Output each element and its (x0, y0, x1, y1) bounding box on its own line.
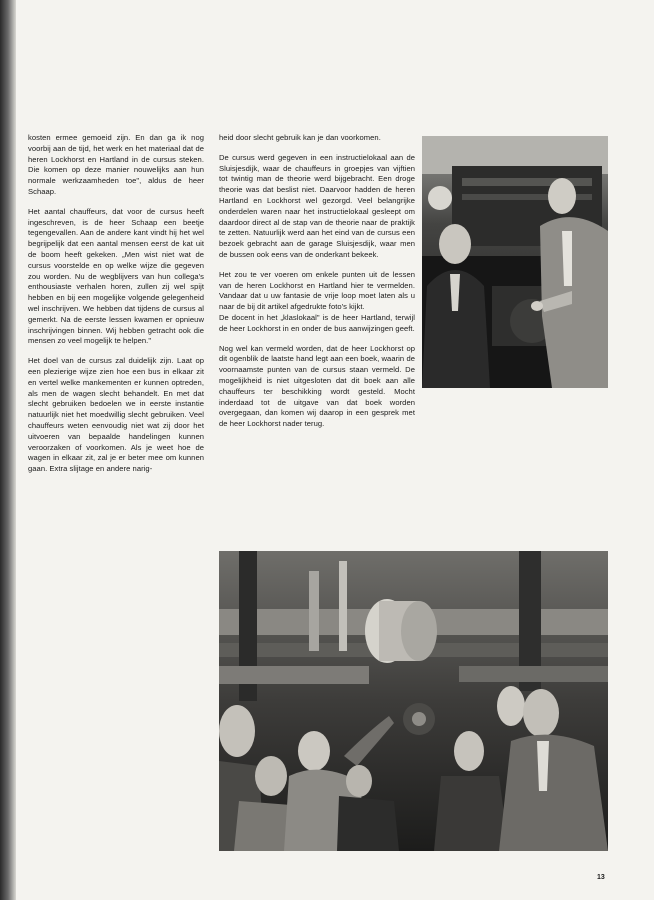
book-binding-edge (0, 0, 16, 900)
paragraph: Het zou te ver voeren om enkele punten uit de lessen van de heren Lockhorst en Hartland hier te vermelden. Vandaar dat u uw fantasie de vrije loop moet laten als u naar de bij dit artikel afgedrukte foto's kijkt. (219, 269, 415, 312)
paragraph: De cursus werd gegeven in een instructielokaal aan de Sluisjesdijk, waar de chauffeurs in groepjes van vijftien tot twintig man de theorie werd bijgebracht. Een droge theorie was dat beslist niet. Daarvoor hadden de heren Hartland en Lockhorst wel gezorgd. Veel belangrijke onderdelen waren naar het instructielokaal gesleept om daardoor direct al de stap van de theorie naar de praktijk te zetten. Natuurlijk werd aan het eind van de cursus een bezoek gebracht aan de garage Sluisjesdijk, waar men de bussen ook eens van de onderkant bekeek. (219, 152, 415, 259)
page-number: 13 (597, 874, 605, 881)
paragraph: heid door slecht gebruik kan je dan voorkomen. (219, 133, 381, 142)
paragraph: De docent in het „klaslokaal" is de heer Hartland, terwijl de heer Lockhorst in en onder de bus aanwijzingen geeft. (219, 312, 415, 333)
paragraph: kosten ermee gemoeid zijn. En dan ga ik nog voorbij aan de tijd, het werk en het materiaal dat de heren Lockhorst en Hartland in de cursus steken. Die komen op deze manier nouwelijks aan hun normale werkzaamheden toe", aldus de heer Schaap. (28, 133, 204, 196)
photo-bus-engine-graphic (422, 136, 608, 388)
left-text-column (28, 133, 204, 484)
middle-text-column (219, 133, 415, 439)
photo-bus-engine-instruction (422, 136, 608, 388)
photo-under-the-bus-group (219, 551, 608, 851)
paragraph: Het doel van de cursus zal duidelijk zijn. Laat op een plezierige wijze zien hoe een bus in elkaar zit en vertel welke mankementen er kunnen optreden, als men de wagen slecht behandelt. En met dat slecht gebruiken bedoelen we in eerste instantie natuurlijk niet het moedwillig slecht gebruiken. Veel chauffeurs weten eenvoudig niet wat zij door het uitvoeren van bepaalde handelingen kunnen veroorzaken of voorkomen. Als je weet hoe de wagen in elkaar zit, zal je er beter mee om kunnen gaan. Extra slijtage en andere narig- (28, 356, 204, 474)
paragraph: Het aantal chauffeurs, dat voor de cursus heeft ingeschreven, is de heer Schaap een beetje tegengevallen. Aan de andere kant vindt hij het wel begrijpelijk dat een aantal mensen eerst de kat uit de boom heeft gekeken. „Men wist niet wat de cursus voorstelde en op welke wijze die gegeven zou worden. Nu de wegblijvers van hun collega's enthousiaste verhalen horen, zullen zij wel spijt hebben en bij een mogelijke volgende gelegenheid wel inschrijven. We hebben dat tijdens de cursus al gemerkt. Na de eerste lessen kwamen er opnieuw inschrijvingen binnen. Wij hebben getracht ook die mensen zo veel mogelijk te helpen." (28, 206, 204, 346)
paragraph: Nog wel kan vermeld worden, dat de heer Lockhorst op dit ogenblik de laatste hand legt aan een boek, waarin de voornaamste punten van de cursus staan vermeld. De mogelijkheid is niet uitgesloten dat dit boek aan alle chauffeurs ter beschikking wordt gesteld. Mocht inderdaad tot de uitgave van dat boek worden overgegaan, dan komen wij daarop in een gesprek met de heer Lockhorst nader terug. (219, 343, 415, 429)
photo-under-bus-graphic (219, 551, 608, 851)
